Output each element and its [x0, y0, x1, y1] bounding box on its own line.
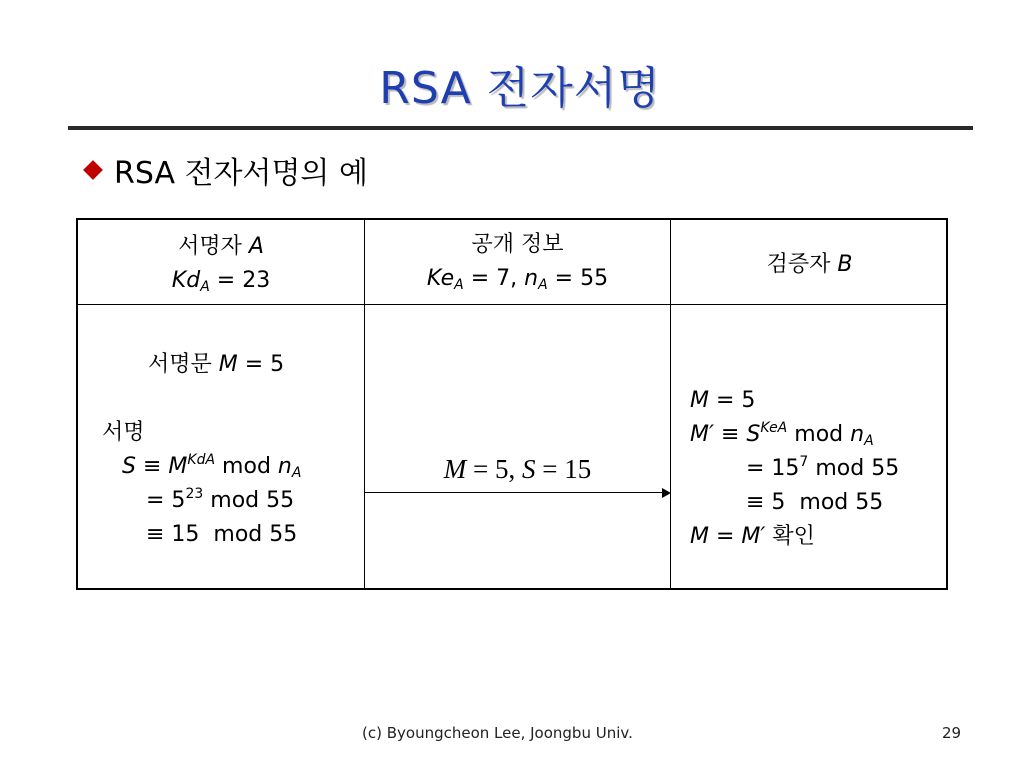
ke-subscript: A: [454, 277, 464, 293]
signer-var: A: [248, 234, 264, 259]
sig-equiv: ≡: [142, 454, 162, 479]
ke-value: = 7,: [470, 266, 518, 291]
transfer-s-value: = 15: [542, 454, 592, 484]
ver-equiv: ≡: [720, 422, 740, 447]
calc-exp: 23: [185, 486, 204, 502]
bullet-text: RSA 전자서명의 예: [114, 156, 368, 191]
kd-subscript: A: [200, 279, 210, 295]
ver-final-eq: =: [715, 524, 735, 549]
sig-s: S: [122, 454, 136, 479]
header-public-info: [365, 228, 670, 296]
transfer-s: S: [522, 454, 536, 484]
sig-n: n: [277, 454, 292, 479]
ke-symbol: Ke: [426, 266, 455, 291]
kd-symbol: Kd: [171, 268, 201, 293]
signature-result-line: ≡ 15 mod 55: [146, 522, 298, 547]
signature-label: 서명: [102, 420, 145, 445]
title-divider: [68, 126, 973, 130]
ver-exp: KeA: [760, 420, 788, 436]
footer-credit: (c) Byoungcheon Lee, Joongbu Univ.: [362, 724, 633, 742]
page-number: 29: [942, 724, 962, 742]
verifier-line-5: [690, 520, 815, 554]
signature-calc-line: [146, 484, 294, 518]
ver-calc-base: = 15: [746, 456, 800, 481]
ver-s: S: [746, 422, 761, 447]
ver-mod: mod: [794, 422, 844, 447]
verifier-line-1: [690, 384, 755, 418]
verifier-label: 검증자: [766, 252, 831, 277]
sig-exp: KdA: [187, 452, 216, 468]
verifier-line-4: ≡ 5 mod 55: [746, 490, 884, 515]
message-label: 서명문: [148, 352, 212, 377]
ver-calc-exp: 7: [799, 454, 809, 470]
ver-m-value: = 5: [715, 388, 756, 413]
header-verifier: [671, 248, 948, 282]
message-var: M: [218, 352, 238, 377]
message-value: = 5: [244, 352, 285, 377]
calc-mod: mod 55: [210, 488, 295, 513]
n-symbol: n: [524, 266, 539, 291]
verifier-line-2: [690, 418, 874, 452]
transfer-message: [365, 452, 670, 486]
diamond-bullet-icon: [83, 160, 103, 180]
ver-m: M: [690, 388, 709, 413]
ver-check: 확인: [772, 524, 815, 549]
signature-formula: [122, 450, 301, 484]
signer-label: 서명자: [178, 234, 242, 259]
public-label: 공개 정보: [471, 232, 564, 257]
n-subscript: A: [538, 277, 548, 293]
n-value: = 55: [554, 266, 609, 291]
signer-message-line: [148, 348, 284, 382]
sig-m: M: [168, 454, 188, 479]
slide-title: RSA 전자서명: [379, 63, 661, 114]
transfer-arrow-head-icon: [662, 488, 671, 498]
bullet-item: [80, 150, 368, 190]
header-signer: [78, 230, 364, 298]
ver-final-m: M: [690, 524, 709, 549]
rsa-signature-table: [76, 218, 948, 590]
ver-mprime: M′: [690, 422, 714, 447]
sig-mod: mod: [222, 454, 271, 479]
ver-n-sub: A: [864, 433, 874, 449]
transfer-m-value: = 5,: [473, 454, 516, 484]
header-divider: [78, 304, 946, 305]
calc-base: = 5: [146, 488, 186, 513]
verifier-line-3: [746, 452, 899, 486]
ver-calc-mod: mod 55: [815, 456, 900, 481]
transfer-m: M: [443, 454, 467, 484]
verifier-var: B: [837, 252, 853, 277]
kd-value: = 23: [216, 268, 271, 293]
transfer-arrow-line: [364, 492, 664, 493]
sig-n-sub: A: [291, 465, 302, 481]
ver-final-mprime: M′: [741, 524, 766, 549]
ver-n: n: [850, 422, 865, 447]
